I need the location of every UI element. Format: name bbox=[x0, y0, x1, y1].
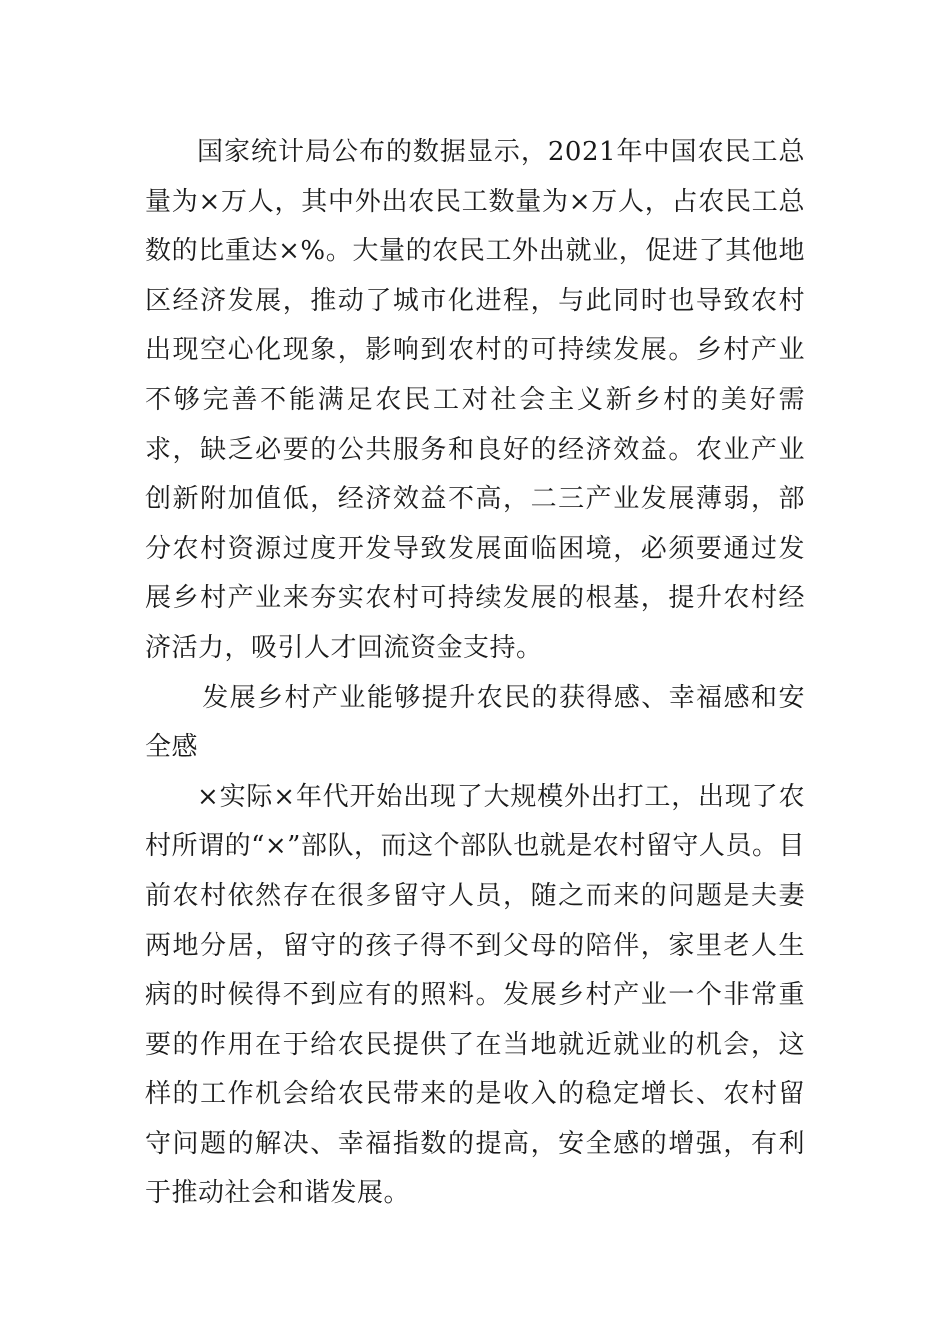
paragraph-statistics: 国家统计局公布的数据显示，2021年中国农民工总量为×万人，其中外出农民工数量为×万人，占农民工总数的比重达×%。大量的农民工外出就业，促进了其他地区经济发展，推动了城市化进程，与此同时也导致农村出现空心化现象，影响到农村的可持续发展。乡村产业不够完善不能满足农民工对社会主义新乡村的美好需求，缺乏必要的公共服务和良好的经济效益。农业产业创新附加值低，经济效益不高，二三产业发展薄弱，部分农村资源过度开发导致发展面临困境，必须要通过发展乡村产业来夯实农村可持续发展的根基，提升农村经济活力，吸引人才回流资金支持。 bbox=[145, 137, 805, 663]
section-heading: 发展乡村产业能够提升农民的获得感、幸福感和安全感 bbox=[145, 682, 805, 763]
document-body bbox=[145, 128, 805, 1219]
paragraph-left-behind: ×实际×年代开始出现了大规模外出打工，出现了农村所谓的“×”部队，而这个部队也就是农村留守人员。目前农村依然存在很多留守人员，随之而来的问题是夫妻两地分居，留守的孩子得不到父母的陪伴，家里老人生病的时候得不到应有的照料。发展乡村产业一个非常重要的作用在于给农民提供了在当地就近就业的机会，这样的工作机会给农民带来的是收入的稳定增长、农村留守问题的解决、幸福指数的提高，安全感的增强，有利于推动社会和谐发展。 bbox=[145, 781, 805, 1209]
